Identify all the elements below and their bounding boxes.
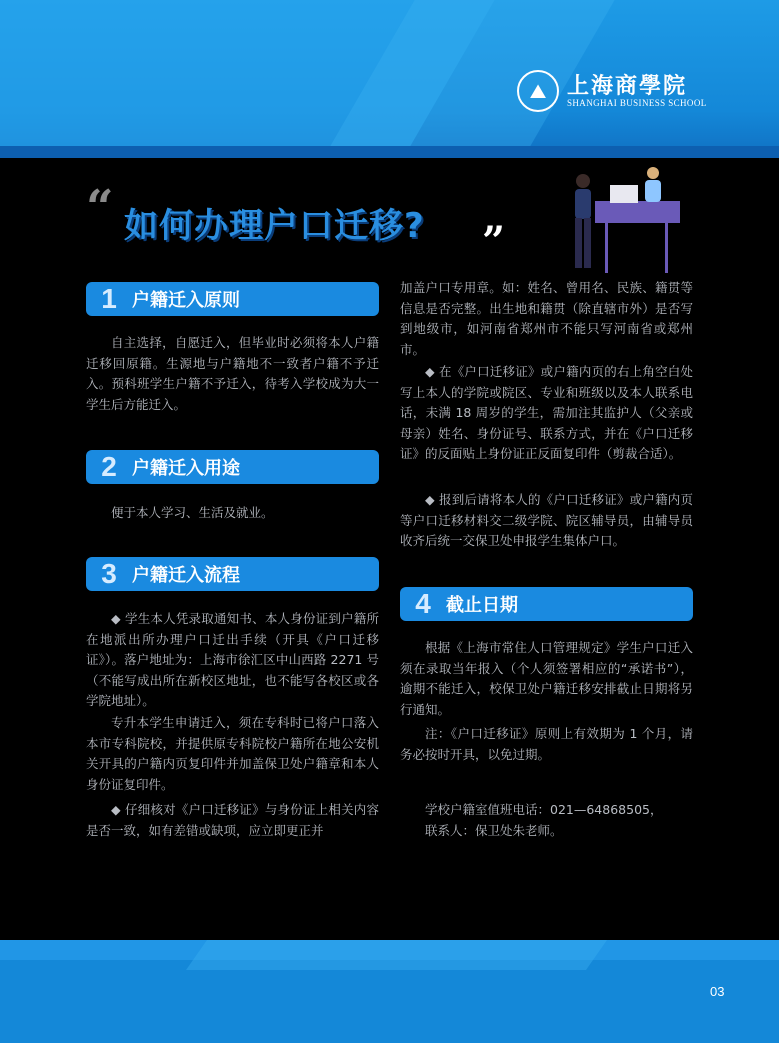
footer-decor-band [186, 940, 614, 970]
continued-paragraph: 加盖户口专用章。如：姓名、曾用名、民族、籍贯等信息是否完整。出生地和籍贯（除直辖市外）是否写到地级市，如河南省郑州市不能只写河南省或郑州市。 [400, 280, 693, 357]
page-number: 03 [710, 984, 725, 999]
section-4-paragraph-1: 根据《上海市常住人口管理规定》学生户口迁入须在录取当年报入（个人须签署相应的“承诺书”），逾期不能迁入，校保卫处户籍迁移安排截止日期将另行通知。 [400, 640, 693, 717]
open-quote-mark: “ [86, 180, 114, 236]
section-header-1 [86, 282, 379, 316]
school-name-cn: 上海商學院 [567, 73, 688, 99]
section-title: 户籍迁入原则 [132, 290, 240, 311]
section-title: 户籍迁入用途 [132, 458, 240, 479]
continued-paragraph-2: ◆ 在《户口迁移证》或户籍内页的右上角空白处写上本人的学院或院区、专业和班级以及本人联系电话，未满 18 周岁的学生，需加注其监护人（父亲或母亲）姓名、身份证号、联系方式，并在《户口迁移证》的反面贴上身份证正反面复印件（剪裁合适）。 [400, 364, 693, 461]
section-header-2 [86, 450, 379, 484]
section-number: 3 [101, 558, 117, 589]
section-number: 1 [101, 283, 117, 314]
section-1-paragraph: 自主选择，自愿迁入，但毕业时必须将本人户籍迁移回原籍。生源地与户籍地不一致者户籍不予迁入。预科班学生户籍不予迁入，待考入学校成为大一学生后方能迁入。 [86, 335, 379, 412]
section-3-paragraph-3: ◆ 仔细核对《户口迁移证》与身份证上相关内容是否一致，如有差错或缺项，应立即更正并 [86, 802, 379, 838]
school-name-en: SHANGHAI BUSINESS SCHOOL [567, 98, 707, 108]
footer-banner [0, 940, 779, 1043]
section-3-paragraph-2: 专升本学生申请迁入，须在专科时已将户口落入本市专科院校，并提供原专科院校户籍所在地公安机关开具的户籍内页复印件并加盖保卫处户籍章和本人身份证复印件。 [86, 715, 379, 792]
page-title: 如何办理户口迁移? [124, 206, 425, 246]
section-title: 户籍迁入流程 [132, 565, 240, 586]
section-number: 2 [101, 451, 117, 482]
school-name [567, 74, 707, 108]
section-number: 4 [415, 588, 431, 619]
close-quote-mark: ” [482, 218, 506, 265]
section-title: 截止日期 [446, 595, 518, 616]
section-2-paragraph: 便于本人学习、生活及就业。 [111, 505, 274, 520]
header-bottom-stripe [0, 146, 779, 158]
section-header-4 [400, 587, 693, 621]
contact-phone: 学校户籍室值班电话：021—64868505， [425, 802, 663, 817]
school-logo [517, 70, 707, 112]
continued-paragraph-3: ◆ 报到后请将本人的《户口迁移证》或户籍内页等户口迁移材料交二级学院、院区辅导员，由辅导员收齐后统一交保卫处申报学生集体户口。 [400, 492, 693, 548]
office-illustration [565, 163, 685, 278]
section-header-3 [86, 557, 379, 591]
section-4-paragraph-2: 注：《户口迁移证》原则上有效期为 1 个月，请务必按时开具，以免过期。 [400, 726, 693, 762]
contact-person: 联系人：保卫处朱老师。 [425, 823, 563, 838]
school-emblem-icon: ⛰ [517, 70, 559, 112]
section-3-paragraph-1: ◆ 学生本人凭录取通知书、本人身份证到户籍所在地派出所办理户口迁出手续（开具《户口迁移证》）。落户地址为：上海市徐汇区中山西路 2271 号（不能写成出所在新校区地址，也不能写各校区或各学院地址）。 [86, 611, 379, 708]
